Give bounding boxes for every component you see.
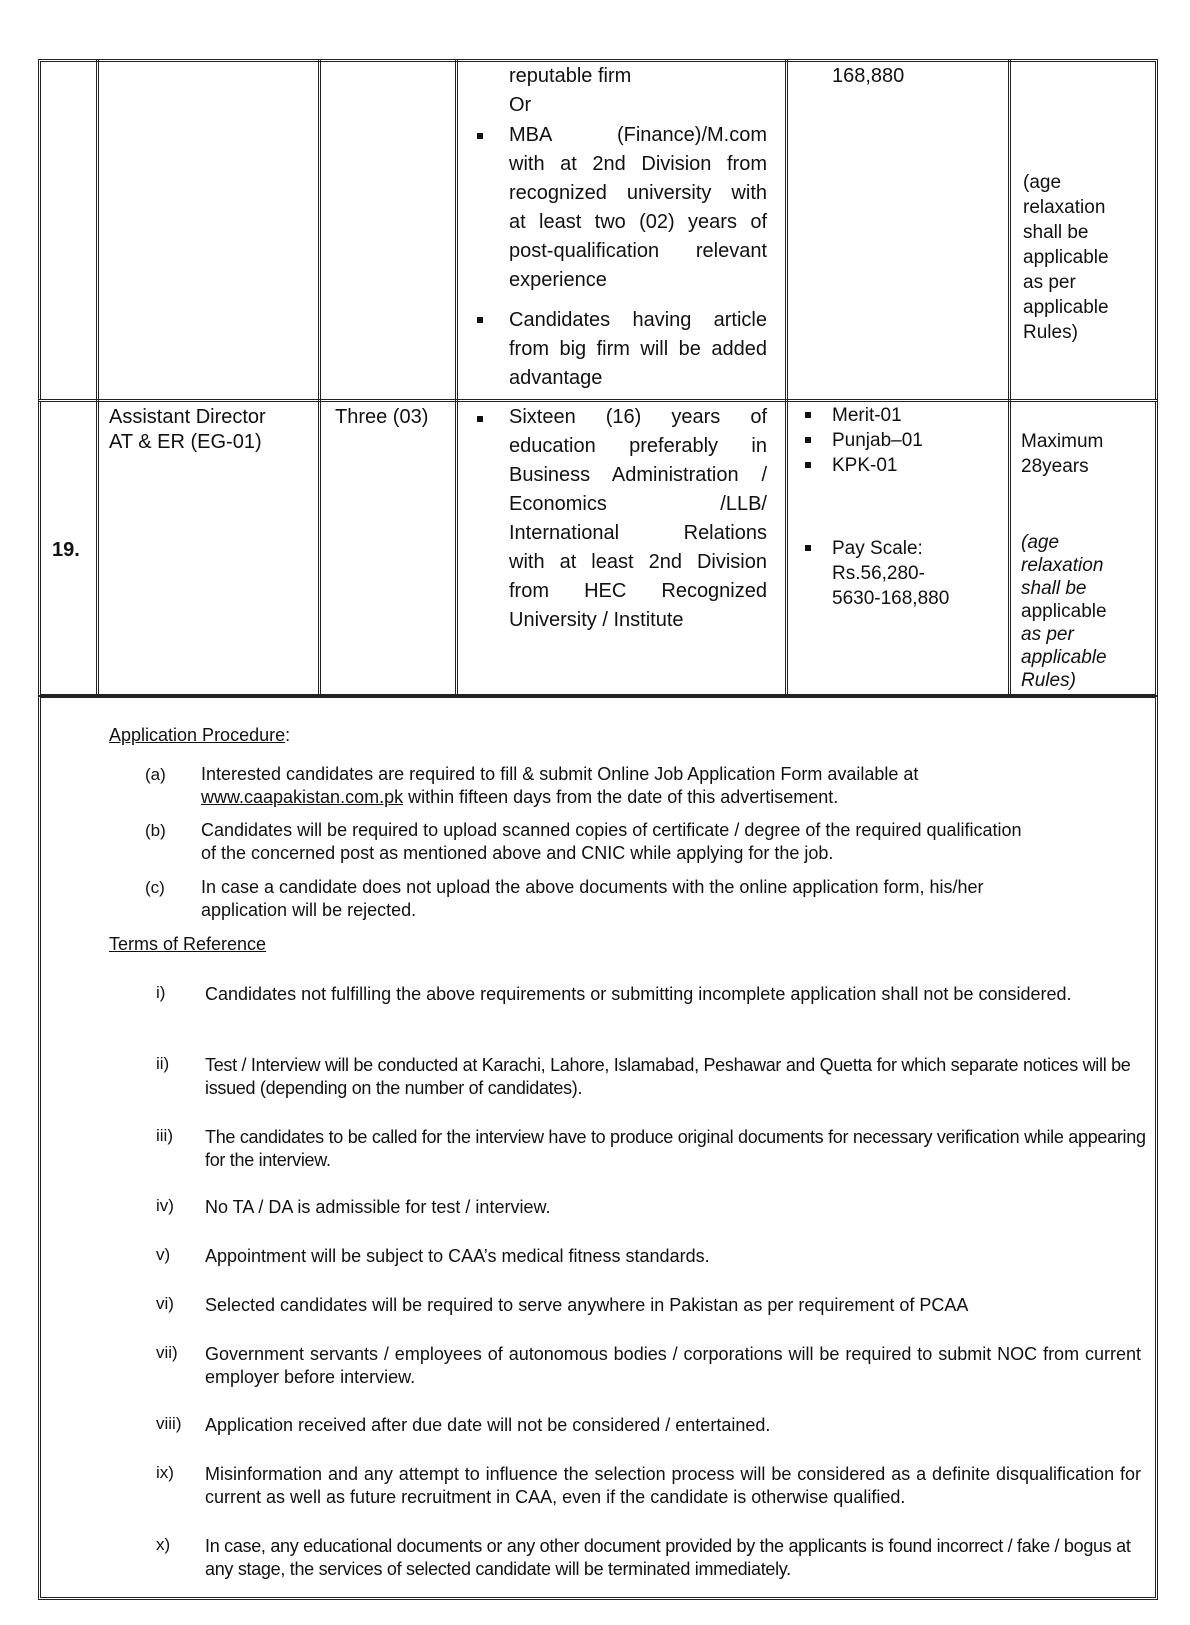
qual-line: University / Institute — [509, 609, 684, 631]
term-label: ix) — [156, 1463, 174, 1482]
term-text: Application received after due date will not be considered / entertained. — [205, 1415, 771, 1435]
col-divider — [785, 59, 788, 402]
procedure-heading-text: Application Procedure — [109, 725, 286, 745]
qual-line: Candidates having article — [509, 309, 767, 331]
qual-line: Sixteen (16) years of — [509, 406, 767, 428]
qual-line: with at least 2nd Division — [509, 551, 767, 573]
term-label: v) — [156, 1245, 171, 1264]
col-divider — [1008, 399, 1011, 697]
procedure-heading — [109, 724, 290, 747]
procedure-line: Interested candidates are required to fill & submit Online Job Application Form available at — [201, 764, 919, 784]
quota-item: KPK-01 — [832, 455, 898, 476]
age-line: shall be — [1021, 578, 1087, 599]
col-divider — [785, 399, 788, 697]
term-text: Government servants / employees of autonomous bodies / corporations will be required to submit NOC from current employer before interview. — [205, 1344, 1141, 1387]
age-line: (age — [1021, 532, 1060, 553]
bullet-icon — [805, 545, 811, 551]
term-text: Appointment will be subject to CAA’s medical fitness standards. — [205, 1246, 710, 1266]
qual-line: International Relations — [509, 522, 767, 544]
age-line: Maximum — [1021, 431, 1104, 452]
qual-line: reputable firm — [509, 65, 632, 87]
term-text: Misinformation and any attempt to influence the selection process will be considered as a definite disqualification for current as well as future recruitment in CAA, even if the candidate is otherwise qualified. — [205, 1464, 1141, 1507]
website-link[interactable]: www.caapakistan.com.pk — [201, 787, 404, 807]
age-line: shall be — [1023, 222, 1089, 243]
col-divider — [455, 399, 458, 697]
col-divider — [96, 59, 99, 402]
qual-line: MBA (Finance)/M.com — [509, 124, 767, 146]
qual-line: Economics /LLB/ — [509, 493, 767, 515]
term-label: viii) — [156, 1414, 182, 1433]
post-line: AT & ER (EG-01) — [109, 431, 262, 453]
qual-line: experience — [509, 269, 607, 291]
procedure-heading-colon: : — [285, 725, 291, 745]
term-text: The candidates to be called for the interview have to produce original documents for necessary verification while appearing for the interview. — [205, 1127, 1146, 1170]
qual-line: advantage — [509, 367, 603, 389]
terms-heading: Terms of Reference — [109, 934, 267, 954]
age-line: applicable — [1021, 647, 1107, 668]
age-line: relaxation — [1023, 197, 1106, 218]
procedure-line: Candidates will be required to upload scanned copies of certificate / degree of the required qualification — [201, 820, 1022, 840]
qual-line: from big firm will be added — [509, 338, 767, 360]
bullet-icon — [805, 437, 811, 443]
age-line: applicable — [1023, 247, 1109, 268]
pay-line: Rs.56,280- — [832, 563, 925, 584]
post-line: Assistant Director — [109, 406, 266, 428]
qual-line: at least two (02) years of — [509, 211, 767, 233]
procedure-line: In case a candidate does not upload the above documents with the online application form, his/her — [201, 877, 984, 897]
age-line: Rules) — [1021, 670, 1076, 691]
serial-number: 19. — [52, 539, 80, 561]
age-line: as per — [1023, 272, 1076, 293]
age-line: (age — [1023, 172, 1062, 193]
col-divider — [318, 399, 321, 697]
qual-line: with at 2nd Division from — [509, 153, 767, 175]
term-text: In case, any educational documents or any other document provided by the applicants is found incorrect / fake / bogus at any stage, the services of selected candidate will be terminated immediately. — [205, 1536, 1131, 1579]
pay-line: Pay Scale: — [832, 538, 923, 559]
quota-item: Merit-01 — [832, 405, 902, 426]
term-label: iii) — [156, 1126, 173, 1145]
term-text: No TA / DA is admissible for test / interview. — [205, 1197, 551, 1217]
age-line: applicable — [1021, 601, 1107, 622]
qual-line: from HEC Recognized — [509, 580, 767, 602]
col-divider — [455, 59, 458, 402]
bullet-icon — [477, 133, 483, 139]
term-text: Candidates not fulfilling the above requirements or submitting incomplete application shall not be considered. — [205, 984, 1072, 1004]
age-line: 28years — [1021, 456, 1089, 477]
bullet-icon — [477, 317, 483, 323]
bullet-icon — [805, 462, 811, 468]
qual-line: post-qualification relevant — [509, 240, 767, 262]
term-label: vi) — [156, 1294, 174, 1313]
procedure-line-2 — [201, 786, 1141, 809]
qual-line: education preferably in — [509, 435, 767, 457]
term-label: x) — [156, 1535, 171, 1554]
age-line: relaxation — [1021, 555, 1104, 576]
quota-item: Punjab–01 — [832, 430, 923, 451]
procedure-line: application will be rejected. — [201, 900, 417, 920]
age-line: as per — [1021, 624, 1074, 645]
term-label: i) — [156, 983, 166, 1002]
prev-pay-value: 168,880 — [832, 65, 905, 87]
post-count: Three (03) — [335, 406, 429, 428]
procedure-line-rest: within fifteen days from the date of this advertisement. — [403, 787, 839, 807]
term-text: Test / Interview will be conducted at Karachi, Lahore, Islamabad, Peshawar and Quetta for which separate notices will be issued (depending on the number of candidates). — [205, 1055, 1131, 1098]
term-text: Selected candidates will be required to serve anywhere in Pakistan as per requirement of PCAA — [205, 1295, 969, 1315]
col-divider — [1008, 59, 1011, 402]
qual-line: recognized university with — [509, 182, 767, 204]
bullet-icon — [477, 416, 483, 422]
term-label: iv) — [156, 1196, 174, 1215]
col-divider — [96, 399, 99, 697]
age-line: applicable — [1023, 297, 1109, 318]
procedure-label: (a) — [145, 765, 166, 784]
procedure-label: (c) — [145, 878, 165, 897]
procedure-line: of the concerned post as mentioned above and CNIC while applying for the job. — [201, 843, 834, 863]
col-divider — [318, 59, 321, 402]
procedure-label: (b) — [145, 821, 166, 840]
pay-line: 5630-168,880 — [832, 588, 950, 609]
term-label: ii) — [156, 1054, 170, 1073]
term-label: vii) — [156, 1343, 178, 1362]
bullet-icon — [805, 412, 811, 418]
age-line: Rules) — [1023, 322, 1078, 343]
qual-line: Business Administration / — [509, 464, 767, 486]
qual-line: Or — [509, 94, 532, 116]
